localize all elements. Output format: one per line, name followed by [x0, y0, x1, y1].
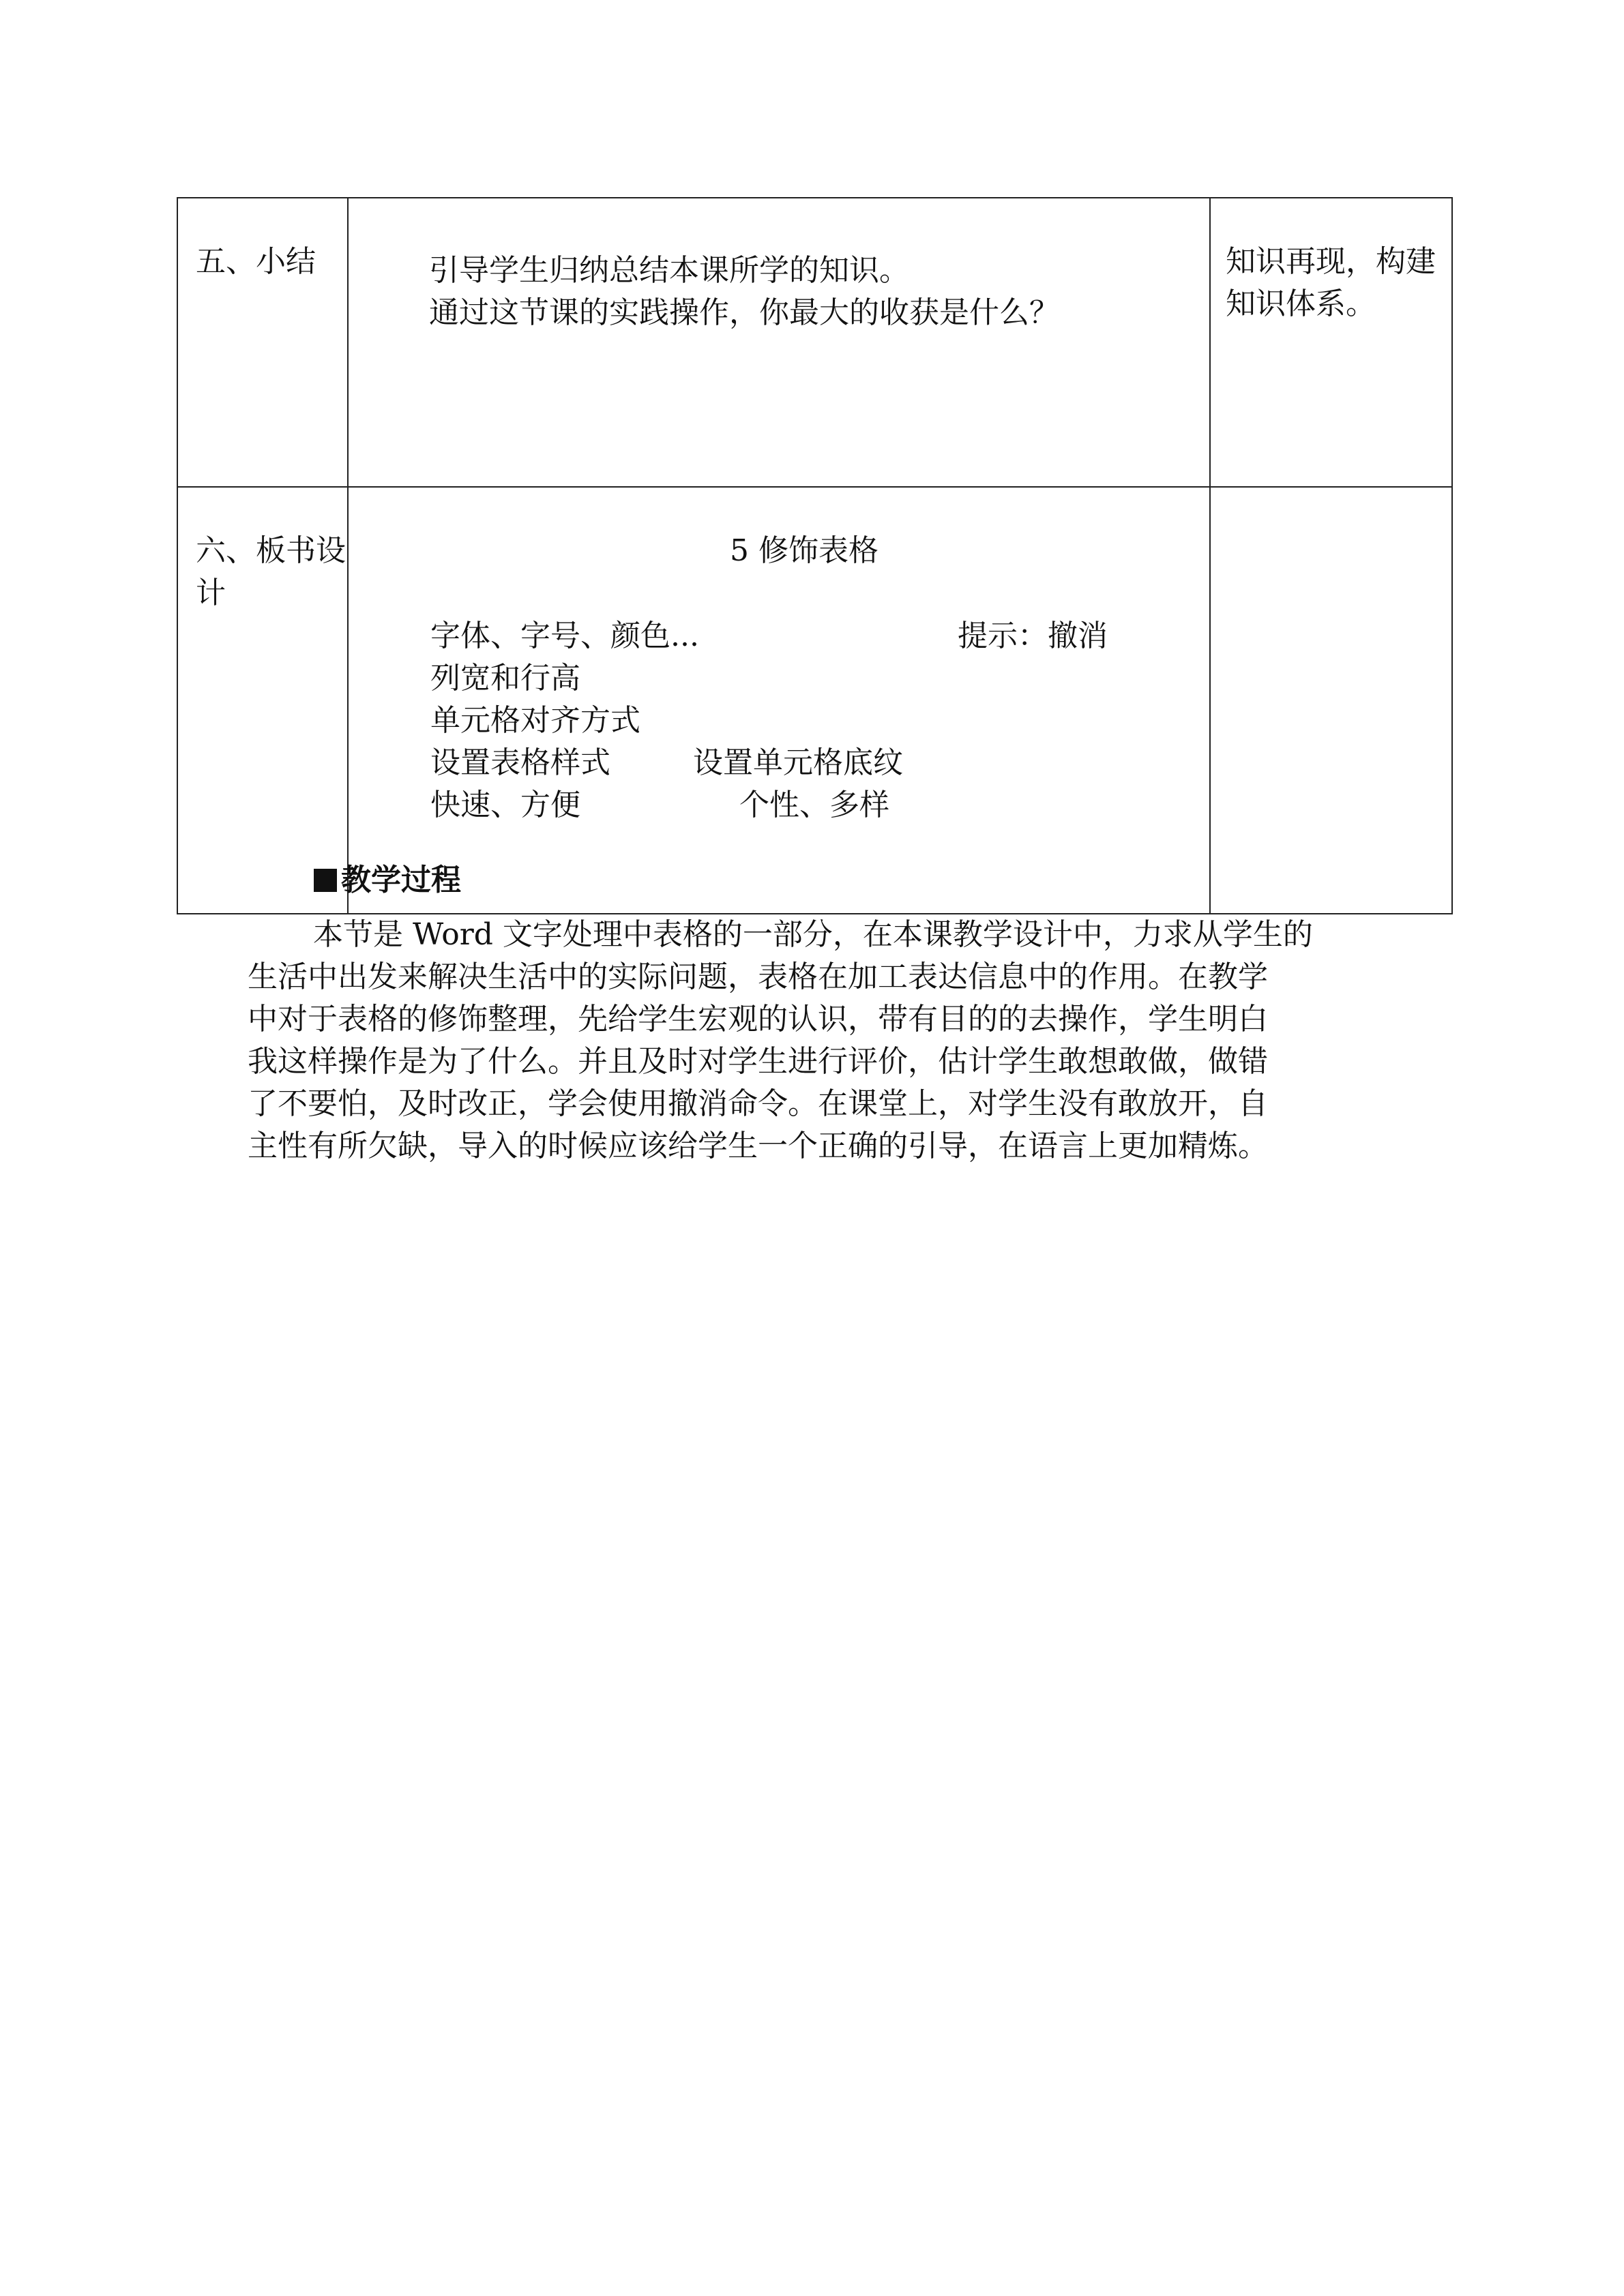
intent-cell-board [1210, 487, 1452, 914]
paragraph-line: 主性有所欠缺，导入的时候应该给学生一个正确的引导，在语言上更加精炼。 [248, 1129, 1268, 1163]
board-item: 字体、字号、颜色... [430, 618, 699, 653]
section-heading [314, 859, 461, 901]
intent-cell-summary [1210, 198, 1452, 487]
black-square-icon [314, 869, 337, 892]
lesson-plan-table [177, 197, 1453, 914]
board-item: 设置表格样式 [430, 745, 610, 780]
step-cell-summary [177, 198, 348, 487]
table-row-board [177, 487, 1452, 914]
board-title: 5 修饰表格 [730, 533, 879, 568]
step-label: 五、小结 [196, 244, 316, 279]
board-item: 设置单元格底纹 [693, 745, 903, 780]
content-cell-board [348, 487, 1210, 914]
paragraph-line: 了不要怕，及时改正，学会使用撤消命令。在课堂上，对学生没有敢放开，自 [248, 1086, 1268, 1121]
section-heading-text: 教学过程 [341, 863, 461, 897]
board-item: 提示：撤消 [958, 618, 1108, 653]
intent-text: 知识再现，构建知识体系。 [1226, 244, 1436, 321]
paragraph-line: 我这样操作是为了什么。并且及时对学生进行评价，估计学生敢想敢做，做错 [248, 1044, 1268, 1079]
content-line: 通过这节课的实践操作，你最大的收获是什么？ [429, 295, 1059, 330]
board-item: 单元格对齐方式 [430, 703, 640, 738]
section-paragraph [248, 914, 1393, 1167]
board-item: 个性、多样 [739, 788, 889, 822]
board-item: 列宽和行高 [430, 661, 580, 696]
paragraph-line: 生活中出发来解决生活中的实际问题，表格在加工表达信息中的作用。在教学 [248, 959, 1268, 994]
board-item: 快速、方便 [430, 788, 580, 822]
step-cell-board [177, 487, 348, 914]
content-line: 引导学生归纳总结本课所学的知识。 [429, 253, 909, 288]
paragraph-line: 本节是 Word 文字处理中表格的一部分，在本课教学设计中，力求从学生的 [313, 917, 1313, 952]
content-cell-summary [348, 198, 1210, 487]
paragraph-line: 中对于表格的修饰整理，先给学生宏观的认识，带有目的的去操作，学生明白 [248, 1002, 1268, 1037]
step-label: 六、板书设计 [196, 533, 346, 610]
table-row-summary [177, 198, 1452, 487]
